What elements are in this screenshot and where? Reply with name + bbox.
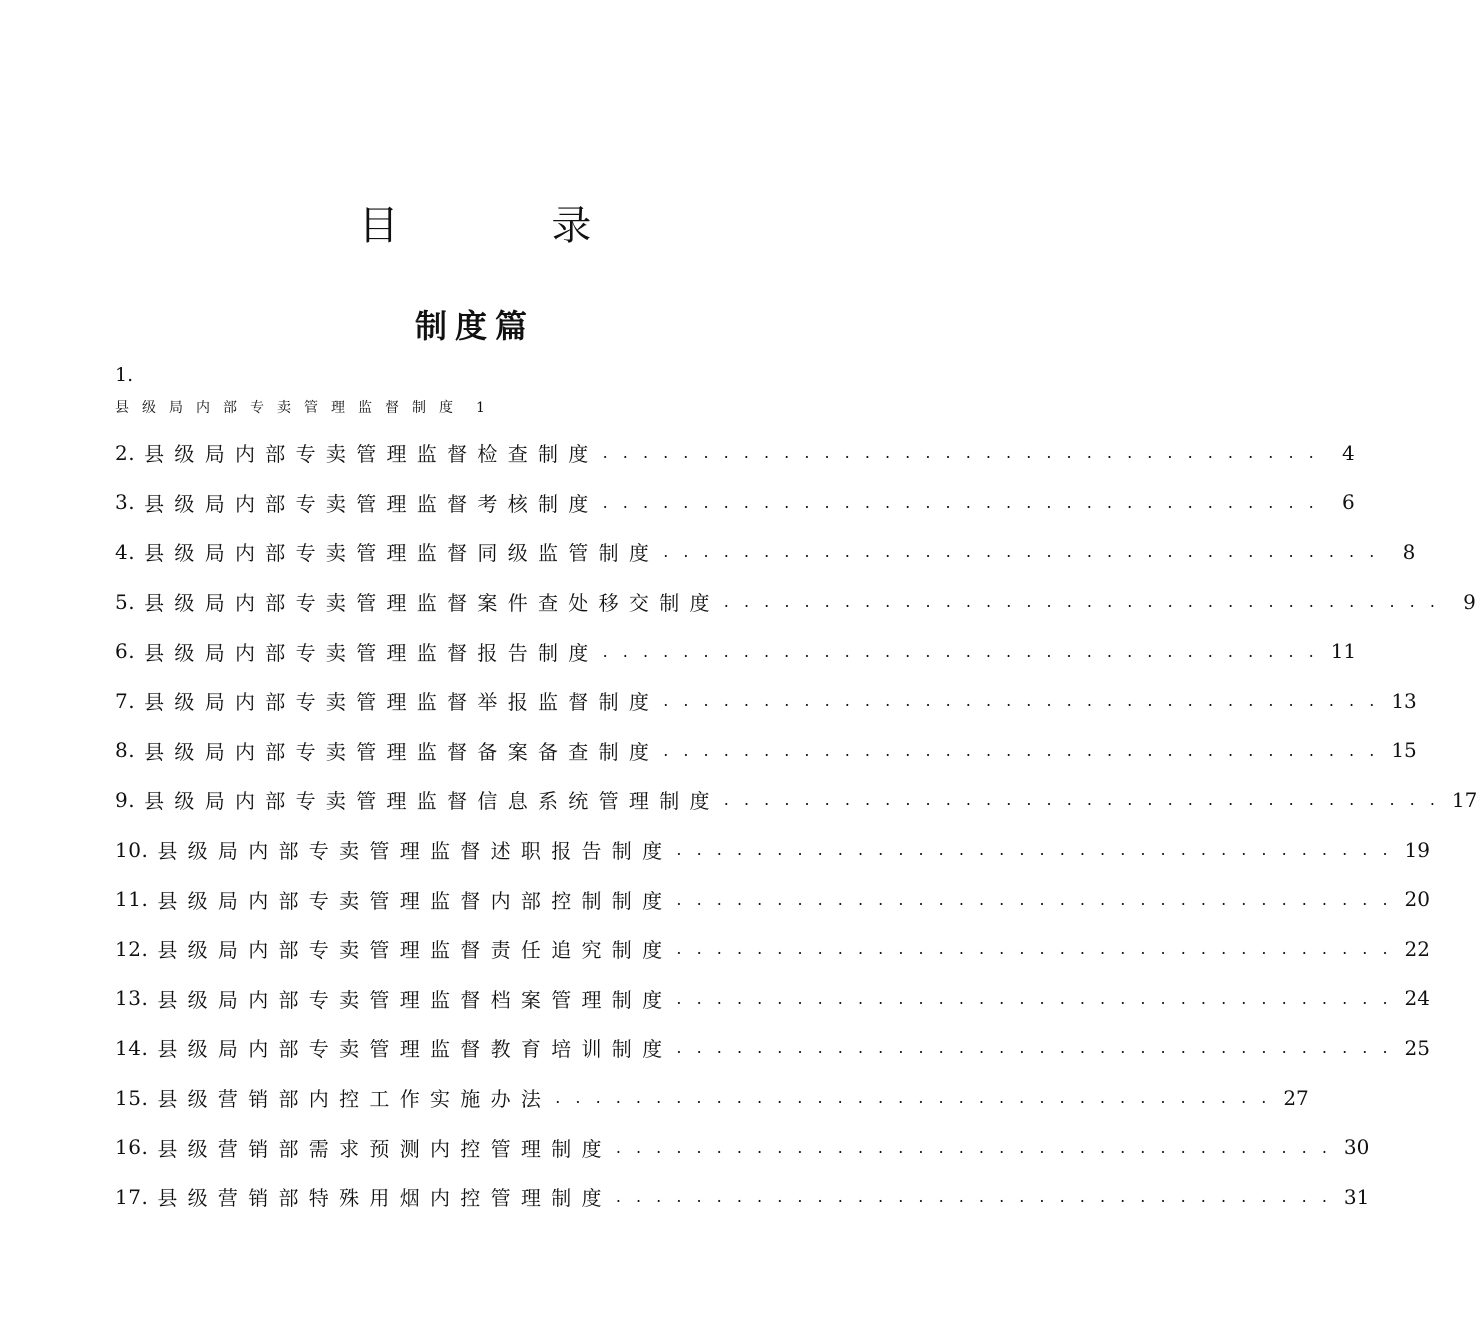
toc-dot-leader: . . . . . . . . . . . . . . . . . . . . . . . . . . . . . . . . . . . .: [555, 1088, 1272, 1108]
toc-entry-title: 县级局内部专卖管理监督同级监管制度: [144, 541, 660, 566]
toc-entry: [115, 825, 1430, 875]
toc-entry: [115, 577, 1476, 627]
toc-entry: [115, 428, 1355, 478]
toc-entry-page: 11: [1330, 639, 1357, 664]
page-title: 目 录: [358, 203, 662, 249]
toc-dot-leader: . . . . . . . . . . . . . . . . . . . . . . . . . . . . . . . . . . . .: [676, 840, 1393, 860]
toc-entry-page: 27: [1283, 1085, 1309, 1110]
toc-entry-number: 12.: [115, 936, 149, 961]
toc-entry-title: 县级局内部专卖管理监督责任追究制度: [157, 938, 673, 963]
toc-dot-leader: . . . . . . . . . . . . . . . . . . . . . . . . . . . . . . . . . . . .: [663, 740, 1380, 760]
toc-entry-page: 19: [1404, 837, 1430, 862]
toc-entry-page: 17: [1451, 787, 1477, 812]
toc-entry: [115, 1023, 1430, 1073]
toc-entry-number: 14.: [115, 1035, 149, 1060]
toc-entry-page: 24: [1404, 986, 1430, 1011]
toc-entry-number: 16.: [115, 1135, 149, 1160]
toc-entry-number: 13.: [115, 986, 149, 1011]
toc-entry: [115, 1122, 1370, 1172]
toc-entry-title: 县级局内部专卖管理监督报告制度: [144, 640, 599, 665]
toc-entry-title: 县级局内部专卖管理监督考核制度: [144, 491, 599, 516]
toc-dot-leader: . . . . . . . . . . . . . . . . . . . . . . . . . . . . . . . . . . . .: [676, 1038, 1393, 1058]
toc-entry-first: [115, 362, 835, 418]
toc-entry-page: 4: [1341, 440, 1355, 465]
section-title: 制度篇: [414, 307, 535, 345]
toc-entry-number: 1.: [115, 364, 134, 386]
toc-entry-title: 县级局内部专卖管理监督举报监督制度: [144, 690, 660, 715]
toc-dot-leader: . . . . . . . . . . . . . . . . . . . . . . . . . . . . . . . . . . . .: [723, 592, 1440, 612]
toc-entry-title: 县级局内部专卖管理监督档案管理制度: [157, 987, 673, 1012]
toc-entry-number: 10.: [115, 837, 149, 862]
toc-dot-leader: . . . . . . . . . . . . . . . . . . . . . . . . . . . . . . . . . . . .: [676, 988, 1393, 1008]
toc-entry-title: 县级营销部需求预测内控管理制度: [157, 1136, 612, 1161]
toc-dot-leader: . . . . . . . . . . . . . . . . . . . . . . . . . . . . . . . . . . . .: [615, 1187, 1332, 1207]
toc-entry-title: 县级营销部内控工作实施办法: [157, 1087, 552, 1112]
toc-entry-title: 县级局内部专卖管理监督信息系统管理制度: [144, 789, 720, 814]
toc-entry-number: 2.: [115, 440, 136, 465]
toc-entry-number: 7.: [115, 688, 136, 713]
toc-dot-leader: . . . . . . . . . . . . . . . . . . . . . . . . . . . . . . . . . . . .: [676, 889, 1393, 909]
toc-entry-page: 15: [1391, 738, 1417, 763]
toc-dot-leader: . . . . . . . . . . . . . . . . . . . . . . . . . . . . . . . . . . . .: [663, 542, 1380, 562]
toc-entry-title-small: [115, 398, 835, 418]
toc-entry-page: 25: [1404, 1035, 1430, 1060]
toc-entry-number: 15.: [115, 1085, 149, 1110]
toc-entry-page: 6: [1341, 490, 1355, 515]
toc-entry-title: 县级局内部专卖管理监督制度: [115, 400, 466, 416]
toc-entry-title: 县级局内部专卖管理监督述职报告制度: [157, 839, 673, 864]
toc-entry: [115, 676, 1417, 726]
toc-entry: [115, 726, 1417, 776]
toc-dot-leader: . . . . . . . . . . . . . . . . . . . . . . . . . . . . . . . . . . . .: [602, 641, 1319, 661]
toc-entry-number: 8.: [115, 738, 136, 763]
toc-entry-number: 9.: [115, 787, 136, 812]
table-of-contents: [115, 428, 1477, 1222]
toc-entry-page: 9: [1463, 589, 1476, 614]
toc-entry: [115, 626, 1357, 676]
toc-entry-title: 县级营销部特殊用烟内控管理制度: [157, 1186, 612, 1211]
toc-entry-page: 31: [1343, 1184, 1370, 1209]
toc-entry-title: 县级局内部专卖管理监督案件查处移交制度: [144, 591, 720, 616]
toc-entry-page: 30: [1343, 1135, 1370, 1160]
toc-entry-page: 8: [1402, 539, 1416, 564]
toc-entry: [115, 527, 1416, 577]
toc-entry-title: 县级局内部专卖管理监督备案备查制度: [144, 739, 660, 764]
toc-entry: [115, 974, 1430, 1024]
toc-entry-title: 县级局内部专卖管理监督教育培训制度: [157, 1037, 673, 1062]
toc-dot-leader: . . . . . . . . . . . . . . . . . . . . . . . . . . . . . . . . . . . .: [602, 443, 1319, 463]
toc-entry-number: 5.: [115, 589, 136, 614]
toc-dot-leader: . . . . . . . . . . . . . . . . . . . . . . . . . . . . . . . . . . . .: [602, 492, 1319, 512]
toc-dot-leader: . . . . . . . . . . . . . . . . . . . . . . . . . . . . . . . . . . . .: [676, 939, 1393, 959]
toc-entry: [115, 1172, 1370, 1222]
toc-entry: [115, 478, 1355, 528]
toc-entry-page: 20: [1404, 887, 1430, 912]
toc-entry-number: 3.: [115, 490, 136, 515]
toc-entry-number: 4.: [115, 539, 136, 564]
toc-entry: [115, 775, 1477, 825]
toc-entry-title: 县级局内部专卖管理监督检查制度: [144, 442, 599, 467]
toc-entry-number: 6.: [115, 639, 136, 664]
toc-dot-leader: . . . . . . . . . . . . . . . . . . . . . . . . . . . . . . . . . . . .: [723, 790, 1440, 810]
toc-entry-number: 11.: [115, 887, 149, 912]
toc-dot-leader: . . . . . . . . . . . . . . . . . . . . . . . . . . . . . . . . . . . .: [663, 691, 1380, 711]
toc-entry: [115, 924, 1430, 974]
toc-entry: [115, 874, 1430, 924]
toc-entry-title: 县级局内部专卖管理监督内部控制制度: [157, 888, 673, 913]
toc-entry-page: 22: [1404, 936, 1430, 961]
toc-entry-number: 17.: [115, 1184, 149, 1209]
toc-entry-page: 1: [476, 400, 485, 416]
toc-entry-page: 13: [1391, 688, 1417, 713]
toc-entry: [115, 1073, 1309, 1123]
toc-dot-leader: . . . . . . . . . . . . . . . . . . . . . . . . . . . . . . . . . . . .: [615, 1137, 1332, 1157]
